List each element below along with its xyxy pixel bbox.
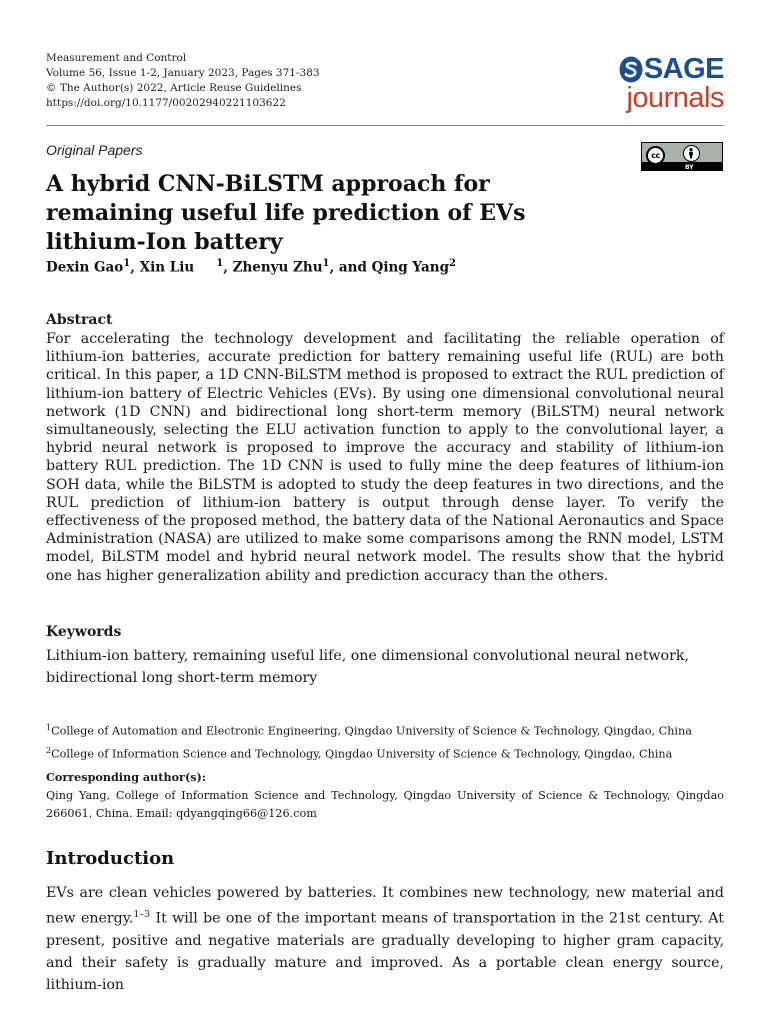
- sage-s-icon: [619, 56, 643, 83]
- journals-text: journals: [626, 82, 724, 114]
- author-name[interactable]: Dexin Gao: [46, 259, 124, 276]
- journal-info: [46, 51, 466, 111]
- author-name[interactable]: Qing Yang: [371, 259, 450, 276]
- author-list: [46, 258, 456, 276]
- affiliation-mark: 1: [46, 723, 52, 732]
- journal-doi[interactable]: https://doi.org/10.1177/00202940221103622: [46, 97, 286, 109]
- author-separator: ,: [130, 259, 140, 276]
- author-affiliation-mark: 1: [123, 258, 131, 269]
- abstract-text: For accelerating the technology development and facilitating the reliable operation of lithium-ion batteries, accurate prediction for battery remaining useful life (RUL) are both critical. In this paper, a 1D CNN-BiLSTM method is proposed to extract the RUL prediction of lithium-ion battery of Electric Vehicles (EVs). By using one dimensional convolutional neural network (1D CNN) and bidirectional long short-term memory (BiLSTM) neural network simultaneously, selecting the ELU activation function to apply to the convolutional layer, a hybrid neural network is proposed to improve the accuracy and stability of lithium-ion battery RUL prediction. The 1D CNN is used to fully mine the deep features of lithium-ion SOH data, while the BiLSTM is adopted to study the deep features in two directions, and the RUL prediction of lithium-ion battery is output through dense layer. To verify the effectiveness of the proposed method, the battery data of the National Aeronautics and Space Administration (NASA) are utilized to make some comparisons among the RNN model, LSTM model, BiLSTM model and hybrid neural network model. The results show that the hybrid one has higher generalization ability and prediction accuracy than the others.: [46, 331, 724, 584]
- corresponding-author-details: Qing Yang, College of Information Science and Technology, Qingdao University of Science & Technology, Qingdao 266061, China. Email: qdyangqing66@126.com: [46, 789, 724, 820]
- keywords-text: Lithium-ion battery, remaining useful life, one dimensional convolutional neural network, bidirectional long short-term memory: [46, 648, 689, 686]
- citation-link[interactable]: 1–3: [133, 909, 151, 920]
- article-title: A hybrid CNN-BiLSTM approach for remaining useful life prediction of EVs lithium-Ion battery: [46, 171, 526, 255]
- affiliations: [46, 718, 736, 763]
- cc-by-license-icon[interactable]: [641, 142, 723, 171]
- author-name[interactable]: Zhenyu Zhu: [232, 259, 323, 276]
- journal-copyright: © The Author(s) 2022, Article Reuse Guidelines: [46, 82, 302, 94]
- sage-wordmark: [614, 55, 724, 83]
- sage-journals-logo[interactable]: [614, 55, 724, 113]
- journal-volume: Volume 56, Issue 1-2, January 2023, Pages 371-383: [46, 67, 320, 79]
- introduction-heading: Introduction: [46, 848, 175, 869]
- article-section-label: Original Papers: [46, 142, 143, 158]
- intro-text-part: It will be one of the important means of transportation in the 21st century. At present, positive and negative materials are gradually developing to higher gram capacity, and their safety is gradually mature and improved. As a portable clean energy source, lithium-ion: [46, 910, 724, 993]
- keywords-heading: Keywords: [46, 624, 122, 640]
- by-label: BY: [685, 164, 694, 171]
- introduction-text: [46, 882, 724, 996]
- author-separator: , and: [329, 259, 372, 276]
- author-affiliation-mark: 1: [216, 258, 224, 269]
- attribution-person-icon: [683, 145, 700, 162]
- author-separator: ,: [223, 259, 233, 276]
- header-divider: [46, 125, 724, 126]
- intro-text-part: EVs are clean vehicles powered by batteries. It combines new technology, new material and new energy.: [46, 885, 724, 927]
- affiliation-text: College of Automation and Electronic Engineering, Qingdao University of Science & Technology, Qingdao, China: [51, 724, 692, 738]
- author-name[interactable]: Xin Liu: [139, 259, 195, 276]
- author-affiliation-mark: 1: [322, 258, 330, 269]
- journal-name: Measurement and Control: [46, 52, 187, 64]
- affiliation-text: College of Information Science and Technology, Qingdao University of Science & Technology, Qingdao, China: [51, 747, 673, 761]
- abstract-heading: Abstract: [46, 312, 113, 328]
- affiliation-item: [46, 741, 736, 764]
- sage-text: SAGE: [643, 53, 724, 85]
- affiliation-mark: 2: [46, 745, 52, 755]
- cc-icon: cc: [646, 146, 665, 165]
- corresponding-author-heading: Corresponding author(s):: [46, 770, 206, 784]
- affiliation-item: [46, 718, 736, 741]
- author-affiliation-mark: 2: [449, 258, 456, 269]
